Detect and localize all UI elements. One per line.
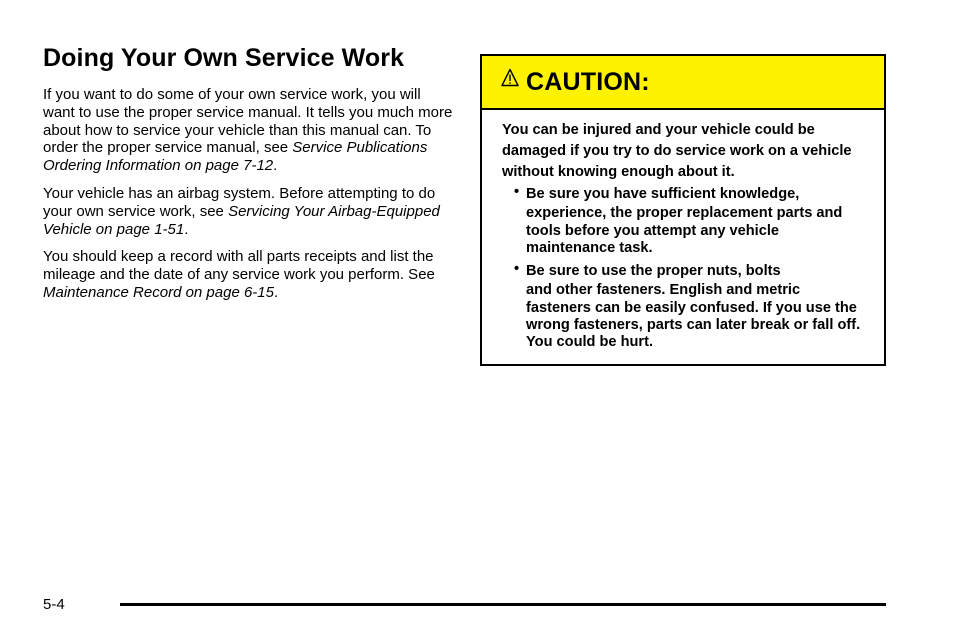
paragraph-service-manual: If you want to do some of your own service work, you will want to use the proper service manual. It tells you much more about how to service your vehicle than this manual can. To order the proper service manual, see Service Publications Ordering Information on page 7-12. (43, 86, 453, 175)
caution-box (480, 54, 886, 366)
warning-triangle-icon (501, 68, 519, 87)
paragraph-airbag: Your vehicle has an airbag system. Before attempting to do your own service work, see Servicing Your Airbag-Equipped Vehicle on page 1-51. (43, 184, 440, 238)
page-number: 5-4 (43, 596, 65, 613)
caution-bullet-knowledge: • Be sure you have sufficient knowledge, experience, the proper replacement parts and tools before you attempt any vehicle maintenance task. (514, 184, 868, 257)
caution-header (482, 56, 884, 110)
reference-link-maintenance-record[interactable]: Maintenance Record on page 6-15 (43, 283, 274, 301)
caution-bullet-fasteners: • Be sure to use the proper nuts, bolts and other fasteners. English and metric fasteners can be easily confused. If you use the wrong fasteners, parts can later break or fall off. You could be hurt. (514, 261, 868, 351)
paragraph-maintenance-record: You should keep a record with all parts receipts and list the mileage and the date of any service work you perform. See Maintenance Record on page 6-15. (43, 248, 435, 301)
footer-rule (120, 603, 886, 606)
reference-link-airbag-servicing[interactable]: Servicing Your Airbag-Equipped Vehicle on page 1-51 (43, 202, 440, 238)
caution-title: CAUTION: (526, 67, 650, 96)
caution-intro: You can be injured and your vehicle could be damaged if you try to do service work on a vehicle without knowing enough about it. (502, 122, 852, 180)
reference-link-service-publications[interactable]: Service Publications Ordering Information on page 7-12 (43, 139, 428, 175)
caution-bullet-list (502, 184, 868, 351)
caution-body (482, 110, 884, 352)
body-text (43, 86, 453, 312)
page-title: Doing Your Own Service Work (43, 44, 405, 72)
